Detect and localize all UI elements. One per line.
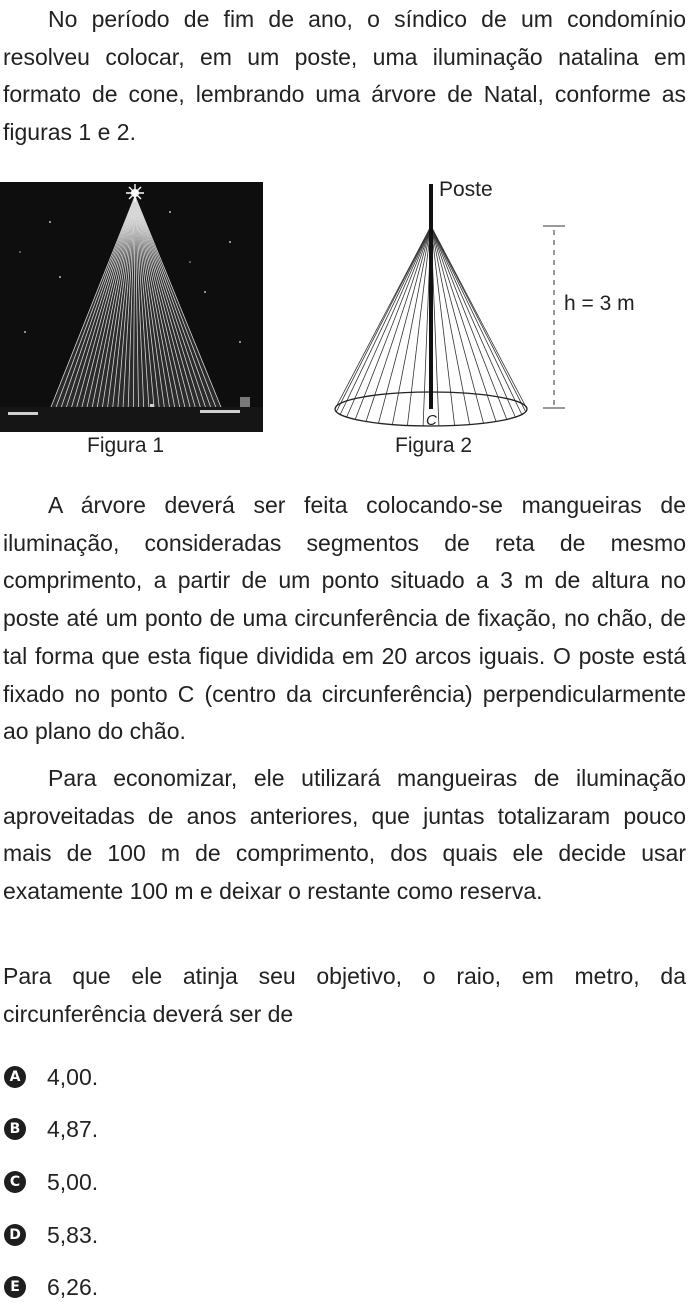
option-a[interactable] bbox=[4, 1062, 98, 1092]
option-b[interactable] bbox=[4, 1114, 98, 1144]
cone-generator-line bbox=[431, 226, 515, 417]
cone-generator-line bbox=[336, 226, 431, 412]
option-b-badge: B bbox=[4, 1118, 26, 1140]
option-c-text: 5,00. bbox=[47, 1168, 99, 1195]
height-label: h = 3 m bbox=[564, 292, 635, 315]
christmas-tree-photo bbox=[0, 182, 263, 432]
intro-paragraph: No período de fim de ano, o síndico de um condomínio resolveu colocar, em um poste, uma iluminação natalina em formato de cone, lembrando uma árvore de Natal, conforme as figuras 1 e 2. bbox=[3, 6, 686, 146]
cone-generator-line bbox=[431, 226, 522, 415]
center-label: C bbox=[426, 412, 437, 429]
option-e-badge: E bbox=[4, 1276, 26, 1298]
poste-label: Poste bbox=[439, 180, 493, 201]
option-d[interactable] bbox=[4, 1220, 98, 1250]
option-a-text: 4,00. bbox=[47, 1063, 99, 1090]
paragraph-2: A árvore deverá ser feita colocando-se mangueiras de iluminação, consideradas segmentos de reta de mesmo comprimento, a partir de um ponto situado a 3 m de altura no poste até um ponto de uma circunferência de fixação, no chão, de tal forma que esta fique dividida em 20 arcos iguais. O poste está fixado no ponto C (centro da circunferência) perpendicularmente ao plano do chão. bbox=[3, 492, 686, 745]
option-e[interactable] bbox=[4, 1272, 98, 1302]
option-c-badge: C bbox=[4, 1171, 26, 1193]
cone-generator-line bbox=[340, 226, 431, 415]
option-a-badge: A bbox=[4, 1066, 26, 1088]
figures-area bbox=[0, 180, 696, 470]
paragraph-3: Para economizar, ele utilizará mangueiras de iluminação aproveitadas de anos anteriores, que juntas totalizaram pouco mais de 100 m de comprimento, dos quais ele decide usar exatamente 100 m e deixar o restante como reserva. bbox=[3, 765, 686, 905]
option-b-text: 4,87. bbox=[47, 1115, 99, 1142]
cone-generator-line bbox=[347, 226, 431, 417]
option-d-badge: D bbox=[4, 1224, 26, 1246]
figura1-caption: Figura 1 bbox=[87, 434, 165, 457]
cone-generator-line bbox=[431, 226, 527, 409]
cone-diagram bbox=[325, 180, 655, 440]
option-c[interactable] bbox=[4, 1167, 98, 1197]
figura2-caption: Figura 2 bbox=[395, 434, 473, 457]
option-d-text: 5,83. bbox=[47, 1221, 99, 1248]
question-text: Para que ele atinja seu objetivo, o raio, em metro, da circunferência deverá ser de bbox=[3, 963, 686, 1027]
option-e-text: 6,26. bbox=[47, 1273, 99, 1300]
